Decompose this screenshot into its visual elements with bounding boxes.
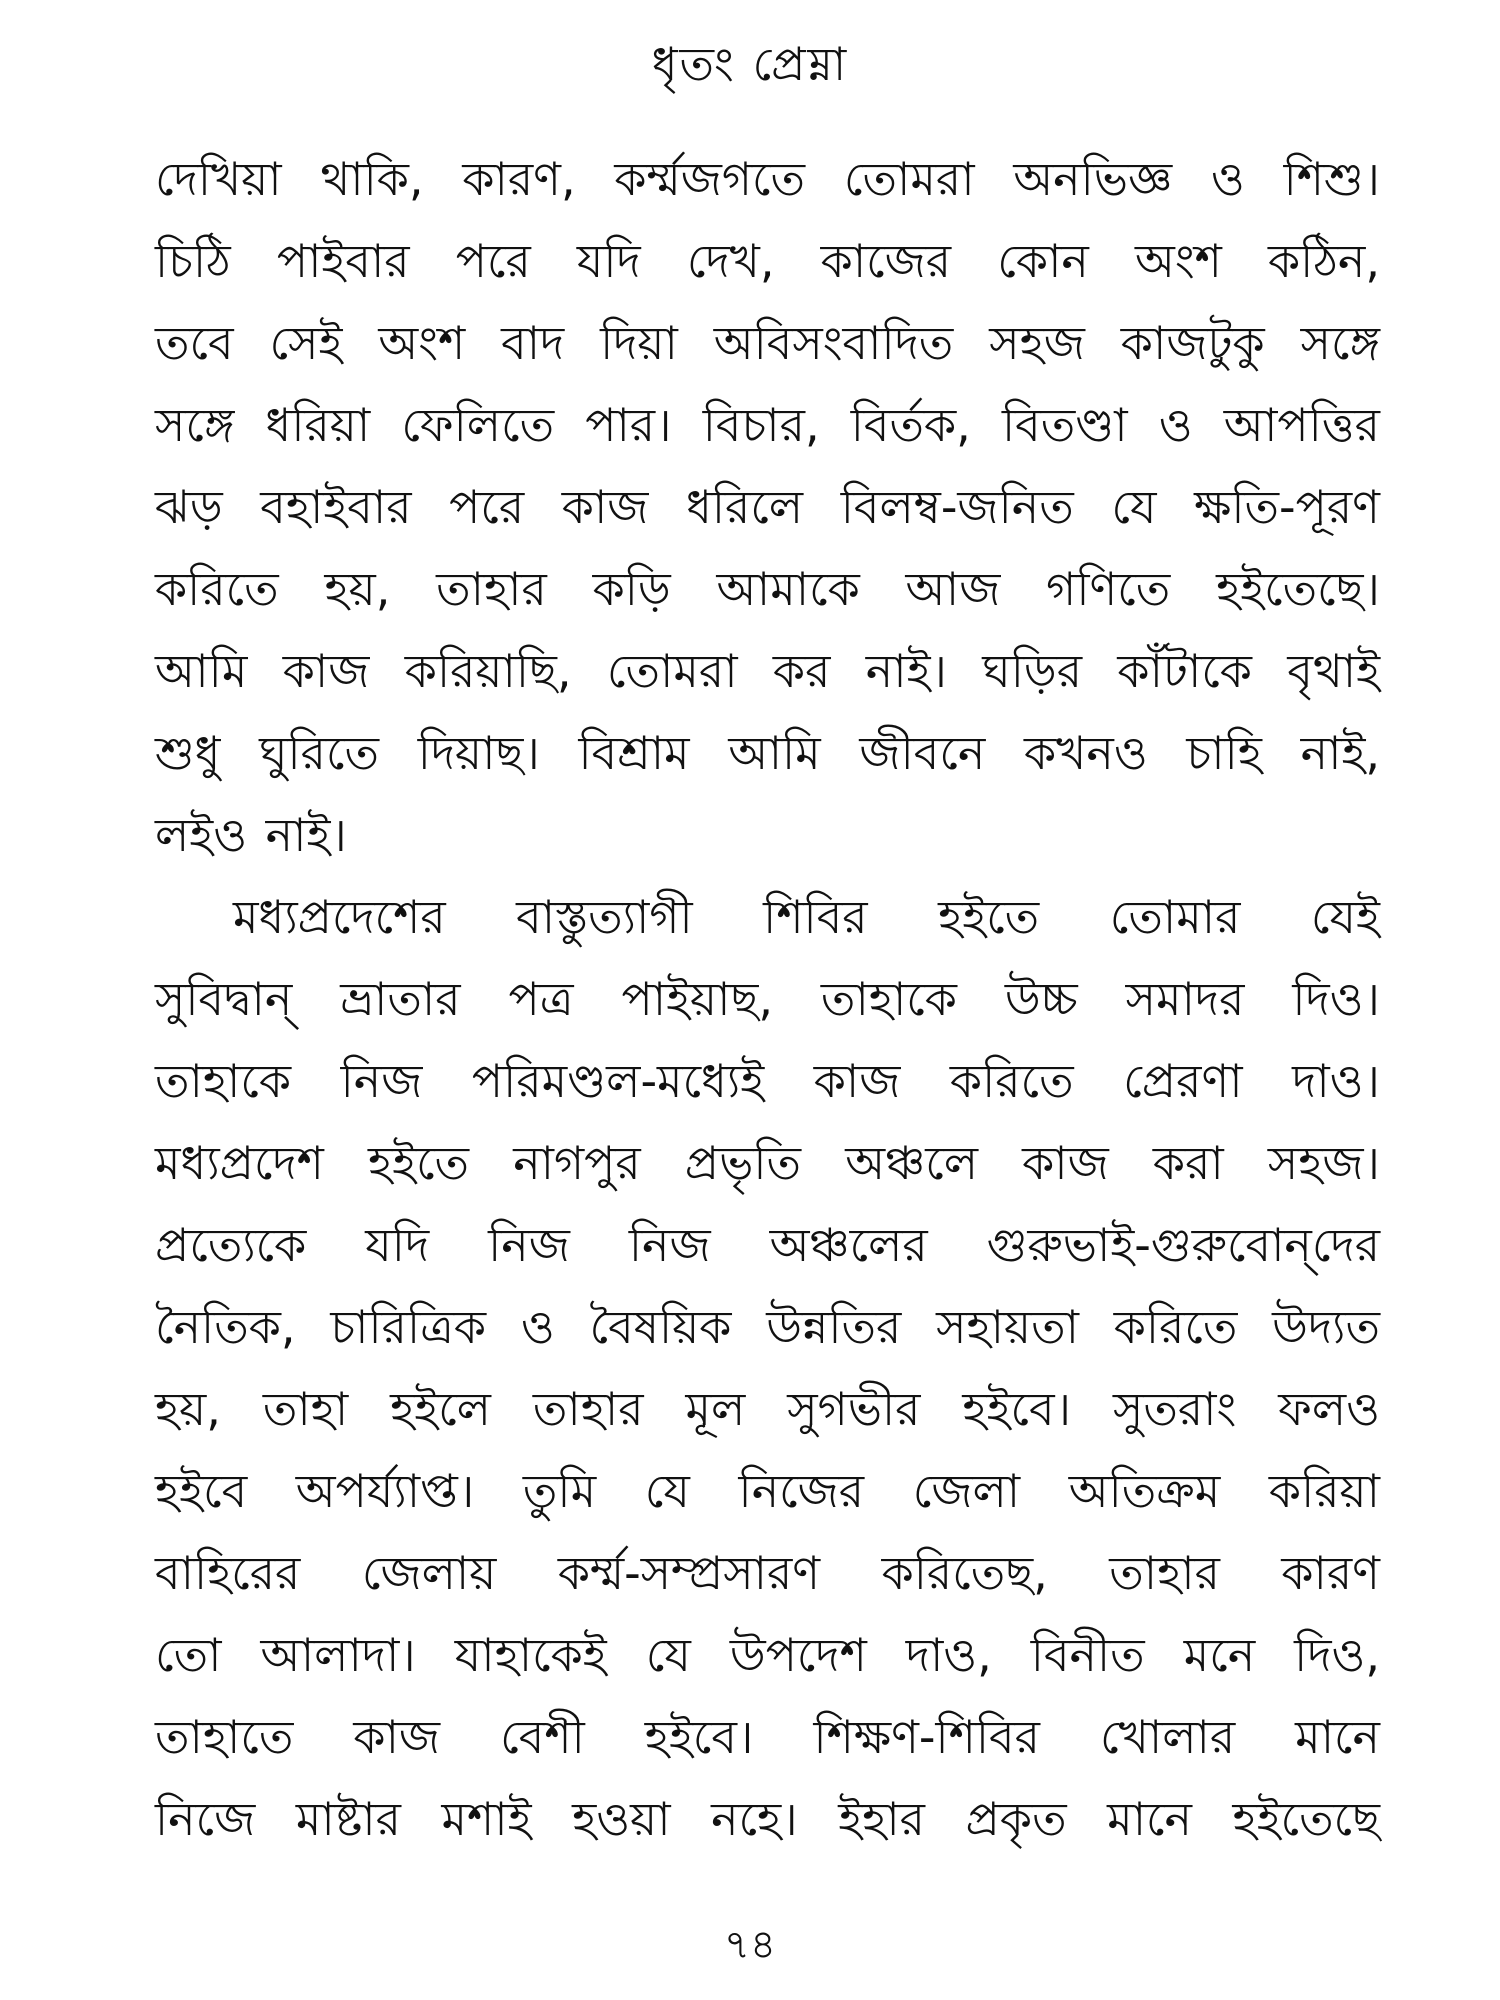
body-text xyxy=(155,138,1380,1860)
text-line-21: নিজে মাষ্টার মশাই হওয়া নহে। ইহার প্রকৃত মানে হইতেছে xyxy=(155,1792,1380,1846)
text-line-18: বাহিরের জেলায় কর্ম্ম-সম্প্রসারণ করিতেছ, তাহার কারণ xyxy=(155,1546,1380,1600)
page-number: ৭৪ xyxy=(724,1922,776,1968)
text-line-5: ঝড় বহাইবার পরে কাজ ধরিলে বিলম্ব-জনিত যে ক্ষতি-পূরণ xyxy=(155,480,1380,534)
text-line-4: সঙ্গে ধরিয়া ফেলিতে পার। বিচার, বির্তক, বিতণ্ডা ও আপত্তির xyxy=(155,398,1380,452)
text-line-19: তো আলাদা। যাহাকেই যে উপদেশ দাও, বিনীত মনে দিও, xyxy=(155,1628,1380,1682)
text-line-11: সুবিদ্বান্ ভ্রাতার পত্র পাইয়াছ, তাহাকে উচ্চ সমাদর দিও। xyxy=(155,972,1380,1026)
text-line-15: নৈতিক, চারিত্রিক ও বৈষয়িক উন্নতির সহায়তা করিতে উদ্যত xyxy=(155,1300,1380,1354)
text-line-7: আমি কাজ করিয়াছি, তোমরা কর নাই। ঘড়ির কাঁটাকে বৃথাই xyxy=(155,644,1380,698)
text-line-17: হইবে অপর্য্যাপ্ত। তুমি যে নিজের জেলা অতিক্রম করিয়া xyxy=(155,1464,1380,1518)
text-line-10: মধ্যপ্রদেশের বাস্তুত্যাগী শিবির হইতে তোমার যেই xyxy=(233,890,1380,944)
running-header: ধৃতং প্রেম্না xyxy=(651,37,849,91)
text-line-16: হয়, তাহা হইলে তাহার মূল সুগভীর হইবে। সুতরাং ফলও xyxy=(155,1382,1380,1436)
text-line-3: তবে সেই অংশ বাদ দিয়া অবিসংবাদিত সহজ কাজটুকু সঙ্গে xyxy=(155,316,1380,370)
text-line-9: লইও নাই। xyxy=(155,808,347,862)
text-line-20: তাহাতে কাজ বেশী হইবে। শিক্ষণ-শিবির খোলার মানে xyxy=(155,1710,1380,1764)
text-line-1: দেখিয়া থাকি, কারণ, কর্ম্মজগতে তোমরা অনভিজ্ঞ ও শিশু। xyxy=(155,152,1380,206)
text-line-14: প্রত্যেকে যদি নিজ নিজ অঞ্চলের গুরুভাই-গুরুবোন্‌দের xyxy=(155,1218,1380,1272)
text-line-2: চিঠি পাইবার পরে যদি দেখ, কাজের কোন অংশ কঠিন, xyxy=(155,234,1380,288)
text-line-12: তাহাকে নিজ পরিমণ্ডল-মধ্যেই কাজ করিতে প্রেরণা দাও। xyxy=(155,1054,1380,1108)
text-line-8: শুধু ঘুরিতে দিয়াছ। বিশ্রাম আমি জীবনে কখনও চাহি নাই, xyxy=(155,726,1380,780)
text-line-13: মধ্যপ্রদেশ হইতে নাগপুর প্রভৃতি অঞ্চলে কাজ করা সহজ। xyxy=(155,1136,1380,1190)
text-line-6: করিতে হয়, তাহার কড়ি আমাকে আজ গণিতে হইতেছে। xyxy=(155,562,1380,616)
